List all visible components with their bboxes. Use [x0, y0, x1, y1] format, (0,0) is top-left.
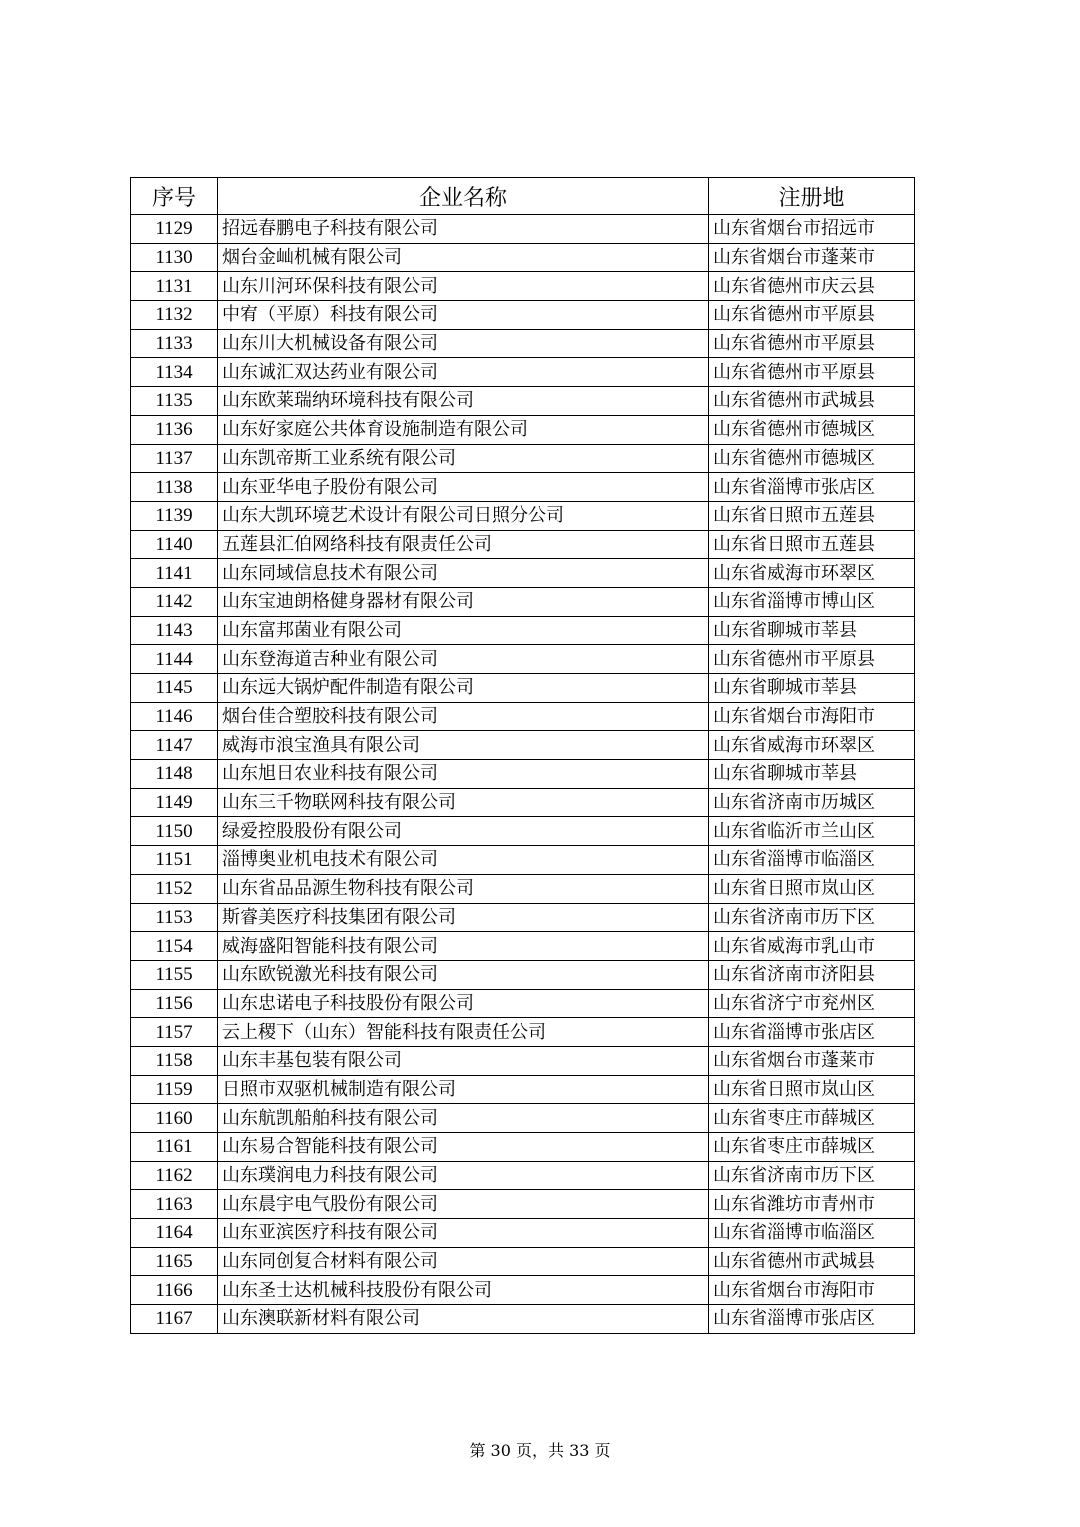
cell-seq: 1167 [131, 1305, 218, 1334]
table-row [131, 1161, 915, 1190]
cell-company-name: 日照市双驱机械制造有限公司 [218, 1075, 709, 1104]
cell-company-name: 山东丰基包装有限公司 [218, 1046, 709, 1075]
cell-seq: 1157 [131, 1018, 218, 1047]
cell-seq: 1132 [131, 301, 218, 330]
cell-location: 山东省威海市环翠区 [709, 731, 915, 760]
cell-seq: 1163 [131, 1190, 218, 1219]
cell-location: 山东省德州市平原县 [709, 301, 915, 330]
cell-company-name: 云上稷下（山东）智能科技有限责任公司 [218, 1018, 709, 1047]
table-row [131, 387, 915, 416]
table-row [131, 960, 915, 989]
cell-seq: 1130 [131, 243, 218, 272]
cell-seq: 1143 [131, 616, 218, 645]
cell-location: 山东省烟台市海阳市 [709, 1276, 915, 1305]
cell-seq: 1131 [131, 272, 218, 301]
table-row [131, 358, 915, 387]
cell-location: 山东省淄博市临淄区 [709, 846, 915, 875]
table-row [131, 874, 915, 903]
cell-seq: 1135 [131, 387, 218, 416]
table-row [131, 1190, 915, 1219]
cell-company-name: 山东澳联新材料有限公司 [218, 1305, 709, 1334]
table-row [131, 473, 915, 502]
cell-location: 山东省日照市岚山区 [709, 1075, 915, 1104]
cell-seq: 1155 [131, 960, 218, 989]
cell-company-name: 山东川河环保科技有限公司 [218, 272, 709, 301]
table-row [131, 932, 915, 961]
cell-location: 山东省枣庄市薛城区 [709, 1133, 915, 1162]
cell-location: 山东省聊城市莘县 [709, 760, 915, 789]
table-row [131, 272, 915, 301]
cell-company-name: 山东亚华电子股份有限公司 [218, 473, 709, 502]
cell-company-name: 山东川大机械设备有限公司 [218, 329, 709, 358]
cell-location: 山东省淄博市博山区 [709, 587, 915, 616]
table-row [131, 1018, 915, 1047]
cell-company-name: 山东晨宇电气股份有限公司 [218, 1190, 709, 1219]
cell-seq: 1160 [131, 1104, 218, 1133]
table-row [131, 616, 915, 645]
cell-company-name: 山东忠诺电子科技股份有限公司 [218, 989, 709, 1018]
cell-location: 山东省济宁市兖州区 [709, 989, 915, 1018]
header-name: 企业名称 [218, 178, 709, 215]
cell-seq: 1166 [131, 1276, 218, 1305]
cell-seq: 1145 [131, 674, 218, 703]
cell-company-name: 山东易合智能科技有限公司 [218, 1133, 709, 1162]
cell-company-name: 山东凯帝斯工业系统有限公司 [218, 444, 709, 473]
cell-company-name: 山东大凯环境艺术设计有限公司日照分公司 [218, 501, 709, 530]
cell-company-name: 山东璞润电力科技有限公司 [218, 1161, 709, 1190]
cell-location: 山东省潍坊市青州市 [709, 1190, 915, 1219]
cell-location: 山东省德州市平原县 [709, 645, 915, 674]
table-row [131, 301, 915, 330]
cell-seq: 1138 [131, 473, 218, 502]
cell-company-name: 山东远大锅炉配件制造有限公司 [218, 674, 709, 703]
cell-location: 山东省日照市五莲县 [709, 530, 915, 559]
cell-seq: 1156 [131, 989, 218, 1018]
cell-seq: 1142 [131, 587, 218, 616]
cell-seq: 1152 [131, 874, 218, 903]
cell-company-name: 山东富邦菌业有限公司 [218, 616, 709, 645]
cell-company-name: 山东诚汇双达药业有限公司 [218, 358, 709, 387]
header-seq: 序号 [131, 178, 218, 215]
cell-company-name: 山东同域信息技术有限公司 [218, 559, 709, 588]
table-row [131, 674, 915, 703]
cell-location: 山东省德州市庆云县 [709, 272, 915, 301]
cell-company-name: 山东三千物联网科技有限公司 [218, 788, 709, 817]
cell-company-name: 中宥（平原）科技有限公司 [218, 301, 709, 330]
table-row [131, 1219, 915, 1248]
company-table-container [130, 177, 914, 1334]
table-row [131, 903, 915, 932]
table-row [131, 702, 915, 731]
cell-seq: 1146 [131, 702, 218, 731]
cell-seq: 1144 [131, 645, 218, 674]
cell-seq: 1162 [131, 1161, 218, 1190]
cell-seq: 1151 [131, 846, 218, 875]
cell-company-name: 斯睿美医疗科技集团有限公司 [218, 903, 709, 932]
cell-company-name: 山东宝迪朗格健身器材有限公司 [218, 587, 709, 616]
cell-location: 山东省德州市德城区 [709, 444, 915, 473]
table-row [131, 243, 915, 272]
cell-seq: 1137 [131, 444, 218, 473]
cell-location: 山东省淄博市临淄区 [709, 1219, 915, 1248]
cell-company-name: 山东同创复合材料有限公司 [218, 1247, 709, 1276]
cell-seq: 1136 [131, 415, 218, 444]
cell-company-name: 山东好家庭公共体育设施制造有限公司 [218, 415, 709, 444]
cell-location: 山东省日照市五莲县 [709, 501, 915, 530]
cell-location: 山东省威海市环翠区 [709, 559, 915, 588]
cell-seq: 1141 [131, 559, 218, 588]
cell-location: 山东省枣庄市薛城区 [709, 1104, 915, 1133]
table-row [131, 1276, 915, 1305]
table-row [131, 817, 915, 846]
table-row [131, 788, 915, 817]
cell-company-name: 山东欧莱瑞纳环境科技有限公司 [218, 387, 709, 416]
cell-location: 山东省威海市乳山市 [709, 932, 915, 961]
cell-company-name: 山东航凯船舶科技有限公司 [218, 1104, 709, 1133]
cell-company-name: 山东亚滨医疗科技有限公司 [218, 1219, 709, 1248]
cell-company-name: 山东旭日农业科技有限公司 [218, 760, 709, 789]
cell-location: 山东省日照市岚山区 [709, 874, 915, 903]
table-row [131, 1104, 915, 1133]
table-row [131, 559, 915, 588]
cell-location: 山东省烟台市海阳市 [709, 702, 915, 731]
cell-company-name: 山东圣士达机械科技股份有限公司 [218, 1276, 709, 1305]
table-row [131, 731, 915, 760]
cell-company-name: 威海盛阳智能科技有限公司 [218, 932, 709, 961]
cell-seq: 1147 [131, 731, 218, 760]
cell-seq: 1154 [131, 932, 218, 961]
cell-location: 山东省淄博市张店区 [709, 473, 915, 502]
cell-location: 山东省聊城市莘县 [709, 616, 915, 645]
table-row [131, 1075, 915, 1104]
cell-company-name: 山东欧锐激光科技有限公司 [218, 960, 709, 989]
cell-location: 山东省德州市武城县 [709, 1247, 915, 1276]
cell-seq: 1150 [131, 817, 218, 846]
cell-seq: 1140 [131, 530, 218, 559]
table-row [131, 215, 915, 244]
cell-location: 山东省德州市平原县 [709, 329, 915, 358]
cell-location: 山东省烟台市蓬莱市 [709, 1046, 915, 1075]
cell-seq: 1165 [131, 1247, 218, 1276]
cell-seq: 1164 [131, 1219, 218, 1248]
cell-company-name: 绿爱控股股份有限公司 [218, 817, 709, 846]
cell-location: 山东省济南市历城区 [709, 788, 915, 817]
cell-location: 山东省淄博市张店区 [709, 1305, 915, 1334]
cell-company-name: 威海市浪宝渔具有限公司 [218, 731, 709, 760]
table-row [131, 587, 915, 616]
cell-company-name: 烟台金屾机械有限公司 [218, 243, 709, 272]
cell-location: 山东省临沂市兰山区 [709, 817, 915, 846]
cell-location: 山东省济南市历下区 [709, 1161, 915, 1190]
cell-location: 山东省烟台市蓬莱市 [709, 243, 915, 272]
table-row [131, 1046, 915, 1075]
cell-company-name: 山东登海道吉种业有限公司 [218, 645, 709, 674]
table-row [131, 1305, 915, 1334]
table-row [131, 415, 915, 444]
cell-seq: 1159 [131, 1075, 218, 1104]
header-location: 注册地 [709, 178, 915, 215]
cell-seq: 1129 [131, 215, 218, 244]
page-footer: 第 30 页，共 33 页 [469, 1441, 611, 1460]
table-row [131, 501, 915, 530]
cell-location: 山东省淄博市张店区 [709, 1018, 915, 1047]
cell-company-name: 五莲县汇伯网络科技有限责任公司 [218, 530, 709, 559]
cell-seq: 1134 [131, 358, 218, 387]
cell-location: 山东省烟台市招远市 [709, 215, 915, 244]
company-table [130, 177, 915, 1334]
table-row [131, 329, 915, 358]
cell-company-name: 烟台佳合塑胶科技有限公司 [218, 702, 709, 731]
cell-location: 山东省德州市德城区 [709, 415, 915, 444]
cell-company-name: 淄博奥业机电技术有限公司 [218, 846, 709, 875]
table-row [131, 1133, 915, 1162]
cell-location: 山东省德州市平原县 [709, 358, 915, 387]
table-row [131, 846, 915, 875]
cell-seq: 1148 [131, 760, 218, 789]
cell-company-name: 招远春鹏电子科技有限公司 [218, 215, 709, 244]
cell-location: 山东省济南市历下区 [709, 903, 915, 932]
cell-seq: 1158 [131, 1046, 218, 1075]
cell-seq: 1153 [131, 903, 218, 932]
table-row [131, 1247, 915, 1276]
cell-location: 山东省济南市济阳县 [709, 960, 915, 989]
table-row [131, 645, 915, 674]
table-row [131, 989, 915, 1018]
cell-seq: 1161 [131, 1133, 218, 1162]
table-row [131, 444, 915, 473]
cell-seq: 1139 [131, 501, 218, 530]
table-row [131, 760, 915, 789]
cell-seq: 1133 [131, 329, 218, 358]
cell-location: 山东省聊城市莘县 [709, 674, 915, 703]
table-header-row [131, 178, 915, 215]
cell-location: 山东省德州市武城县 [709, 387, 915, 416]
cell-company-name: 山东省品品源生物科技有限公司 [218, 874, 709, 903]
table-row [131, 530, 915, 559]
table-body [131, 215, 915, 1334]
cell-seq: 1149 [131, 788, 218, 817]
